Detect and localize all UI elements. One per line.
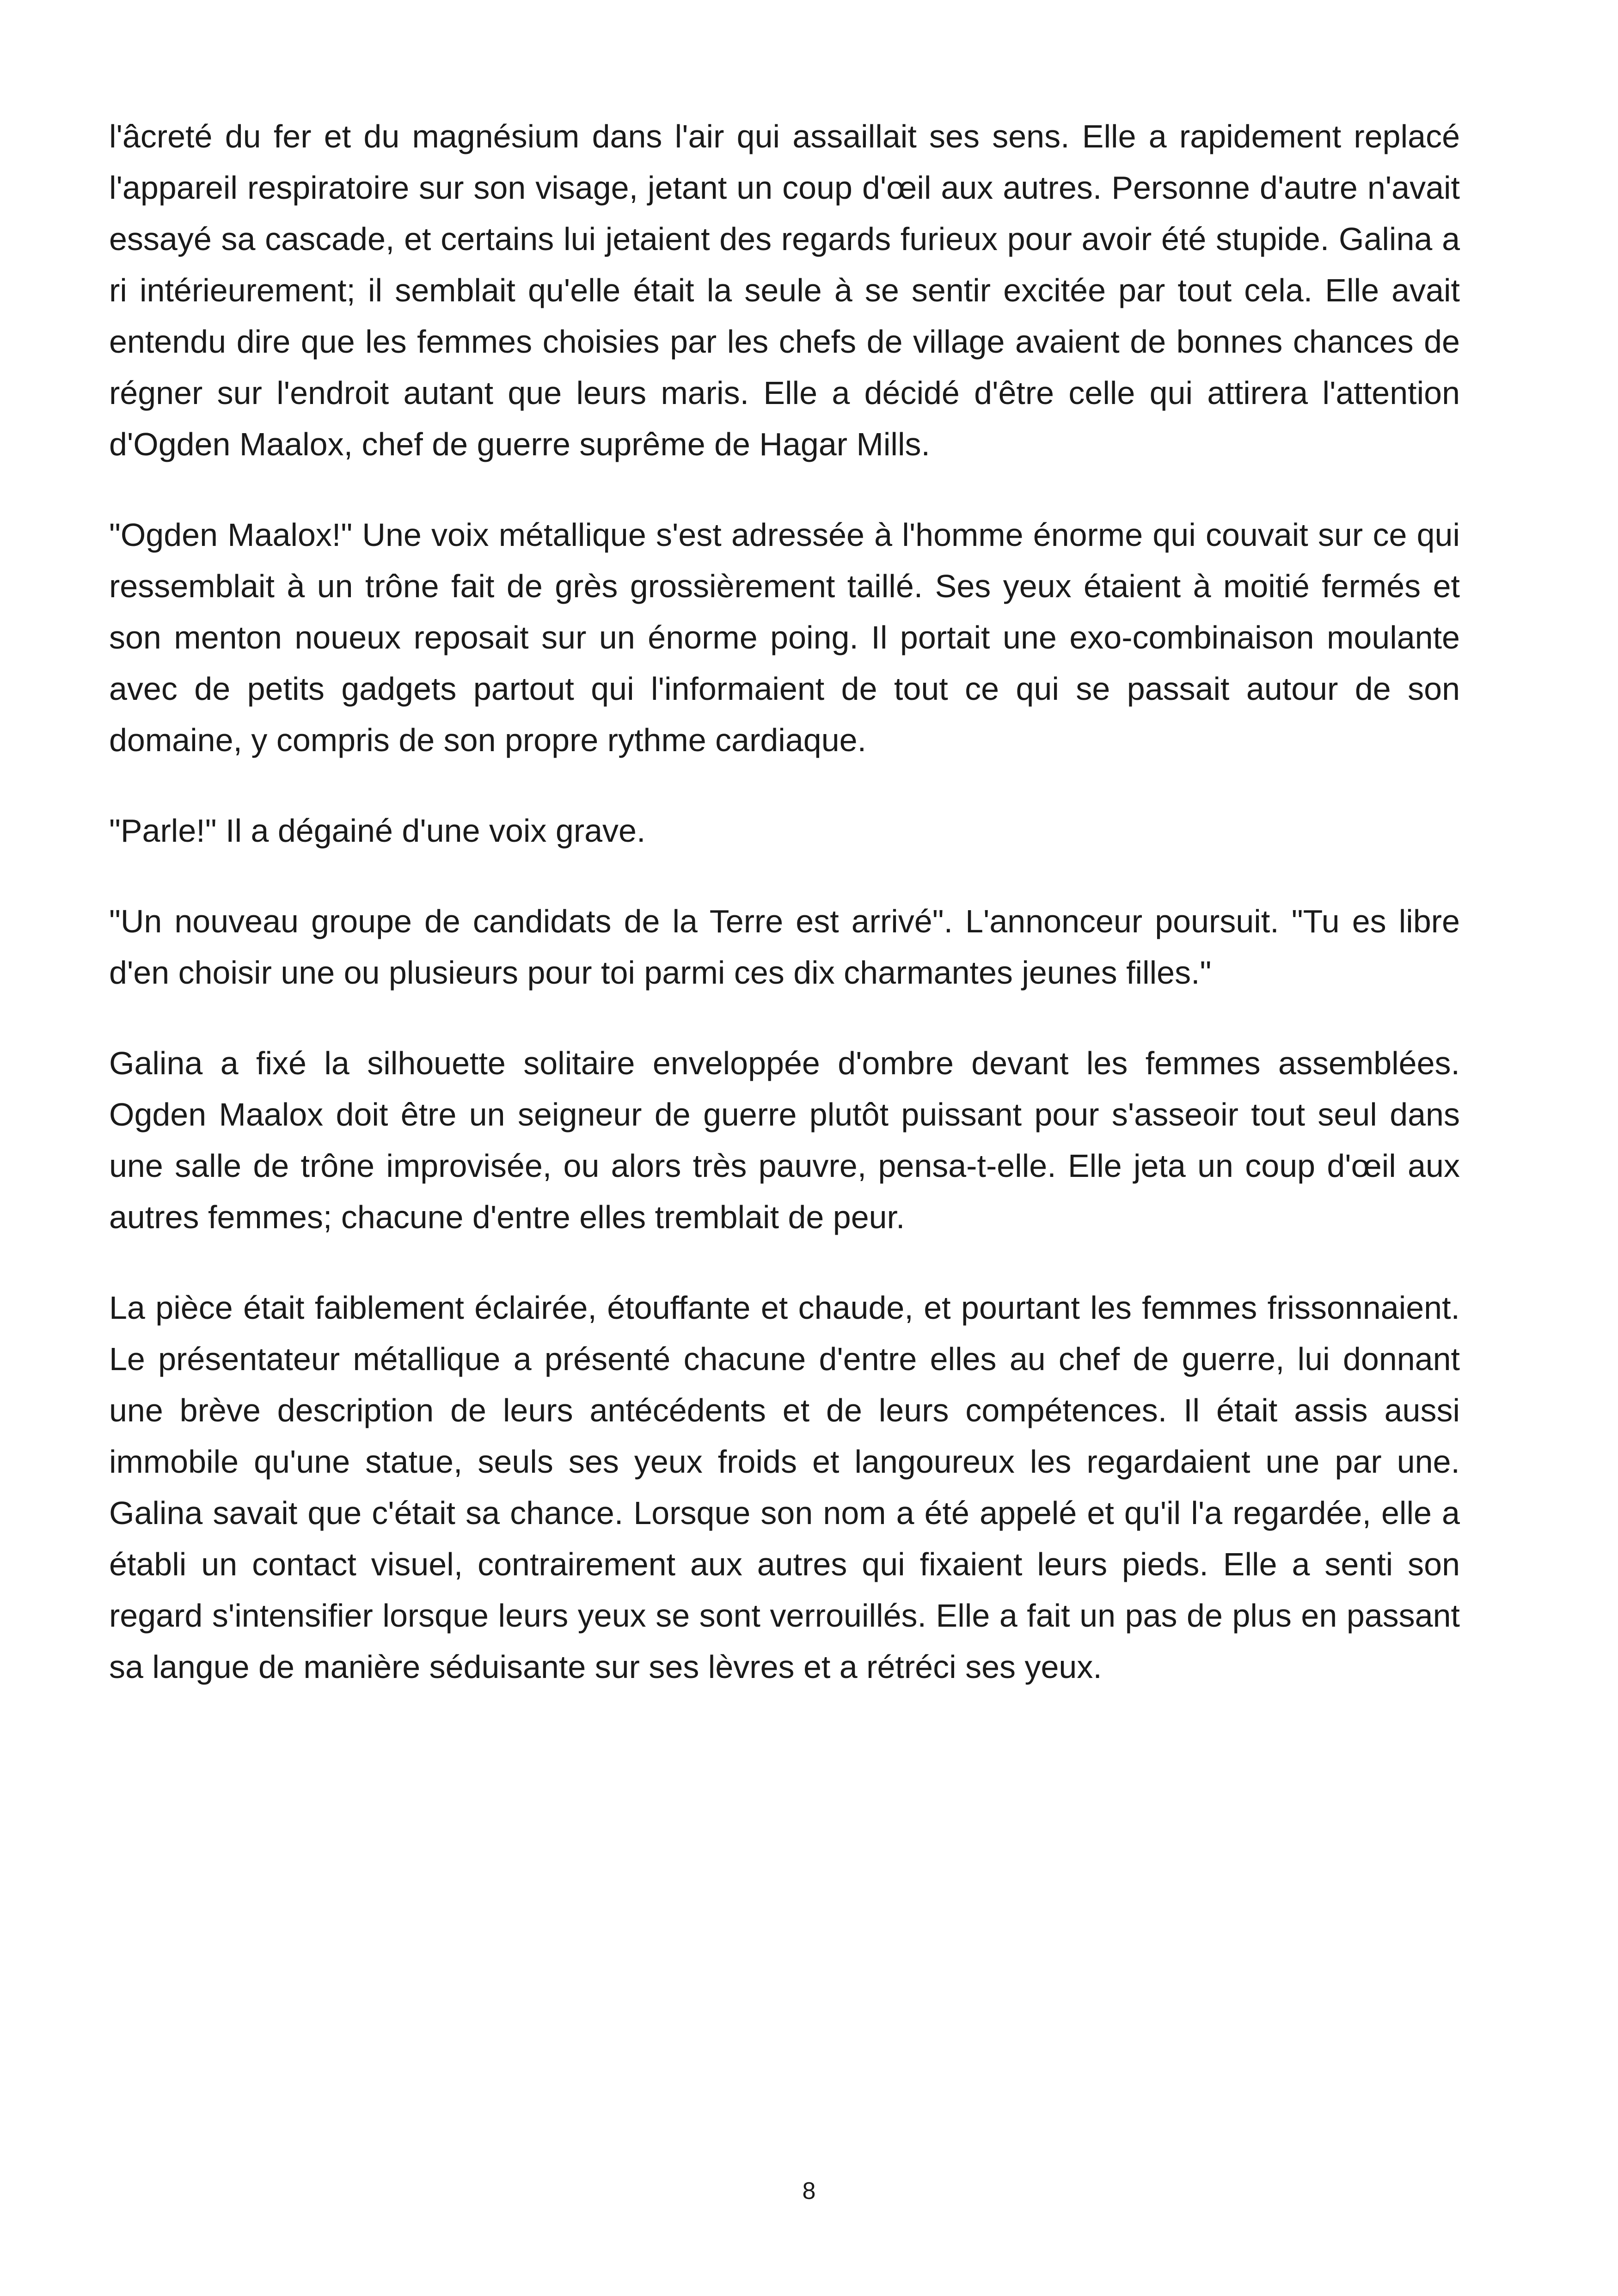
paragraph-4: "Un nouveau groupe de candidats de la Terre est arrivé". L'annonceur poursuit. "Tu es libre d'en choisir une ou plusieurs pour toi parmi ces dix charmantes jeunes filles."	[109, 903, 1460, 991]
paragraph-5: Galina a fixé la silhouette solitaire enveloppée d'ombre devant les femmes assemblées. Ogden Maalox doit être un seigneur de guerre plutôt puissant pour s'asseoir tout seul dans une salle de trône improvisée, ou alors très pauvre, pensa-t-elle. Elle jeta un coup d'œil aux autres femmes; chacune d'entre elles tremblait de peur.	[109, 1045, 1460, 1235]
page-body	[109, 111, 1460, 1732]
paragraph-6: La pièce était faiblement éclairée, étouffante et chaude, et pourtant les femmes frissonnaient. Le présentateur métallique a présenté chacune d'entre elles au chef de guerre, lui donnant une brève description de leurs antécédents et de leurs compétences. Il était assis aussi immobile qu'une statue, seuls ses yeux froids et langoureux les regardaient une par une. Galina savait que c'était sa chance. Lorsque son nom a été appelé et qu'il l'a regardée, elle a établi un contact visuel, contrairement aux autres qui fixaient leurs pieds. Elle a senti son regard s'intensifier lorsque leurs yeux se sont verrouillés. Elle a fait un pas de plus en passant sa langue de manière séduisante sur ses lèvres et a rétréci ses yeux.	[109, 1290, 1460, 1685]
paragraph-1: l'âcreté du fer et du magnésium dans l'air qui assaillait ses sens. Elle a rapidement replacé l'appareil respiratoire sur son visage, jetant un coup d'œil aux autres. Personne d'autre n'avait essayé sa cascade, et certains lui jetaient des regards furieux pour avoir été stupide. Galina a ri intérieurement; il semblait qu'elle était la seule à se sentir excitée par tout cela. Elle avait entendu dire que les femmes choisies par les chefs de village avaient de bonnes chances de régner sur l'endroit autant que leurs maris. Elle a décidé d'être celle qui attirera l'attention d'Ogden Maalox, chef de guerre suprême de Hagar Mills.	[109, 118, 1460, 462]
paragraph-2: "Ogden Maalox!" Une voix métallique s'est adressée à l'homme énorme qui couvait sur ce qui ressemblait à un trône fait de grès grossièrement taillé. Ses yeux étaient à moitié fermés et son menton noueux reposait sur un énorme poing. Il portait une exo-combinaison moulante avec de petits gadgets partout qui l'informaient de tout ce qui se passait autour de son domaine, y compris de son propre rythme cardiaque.	[109, 517, 1460, 758]
page-number: 8	[802, 2178, 816, 2204]
paragraph-3: "Parle!" Il a dégainé d'une voix grave.	[109, 813, 646, 849]
